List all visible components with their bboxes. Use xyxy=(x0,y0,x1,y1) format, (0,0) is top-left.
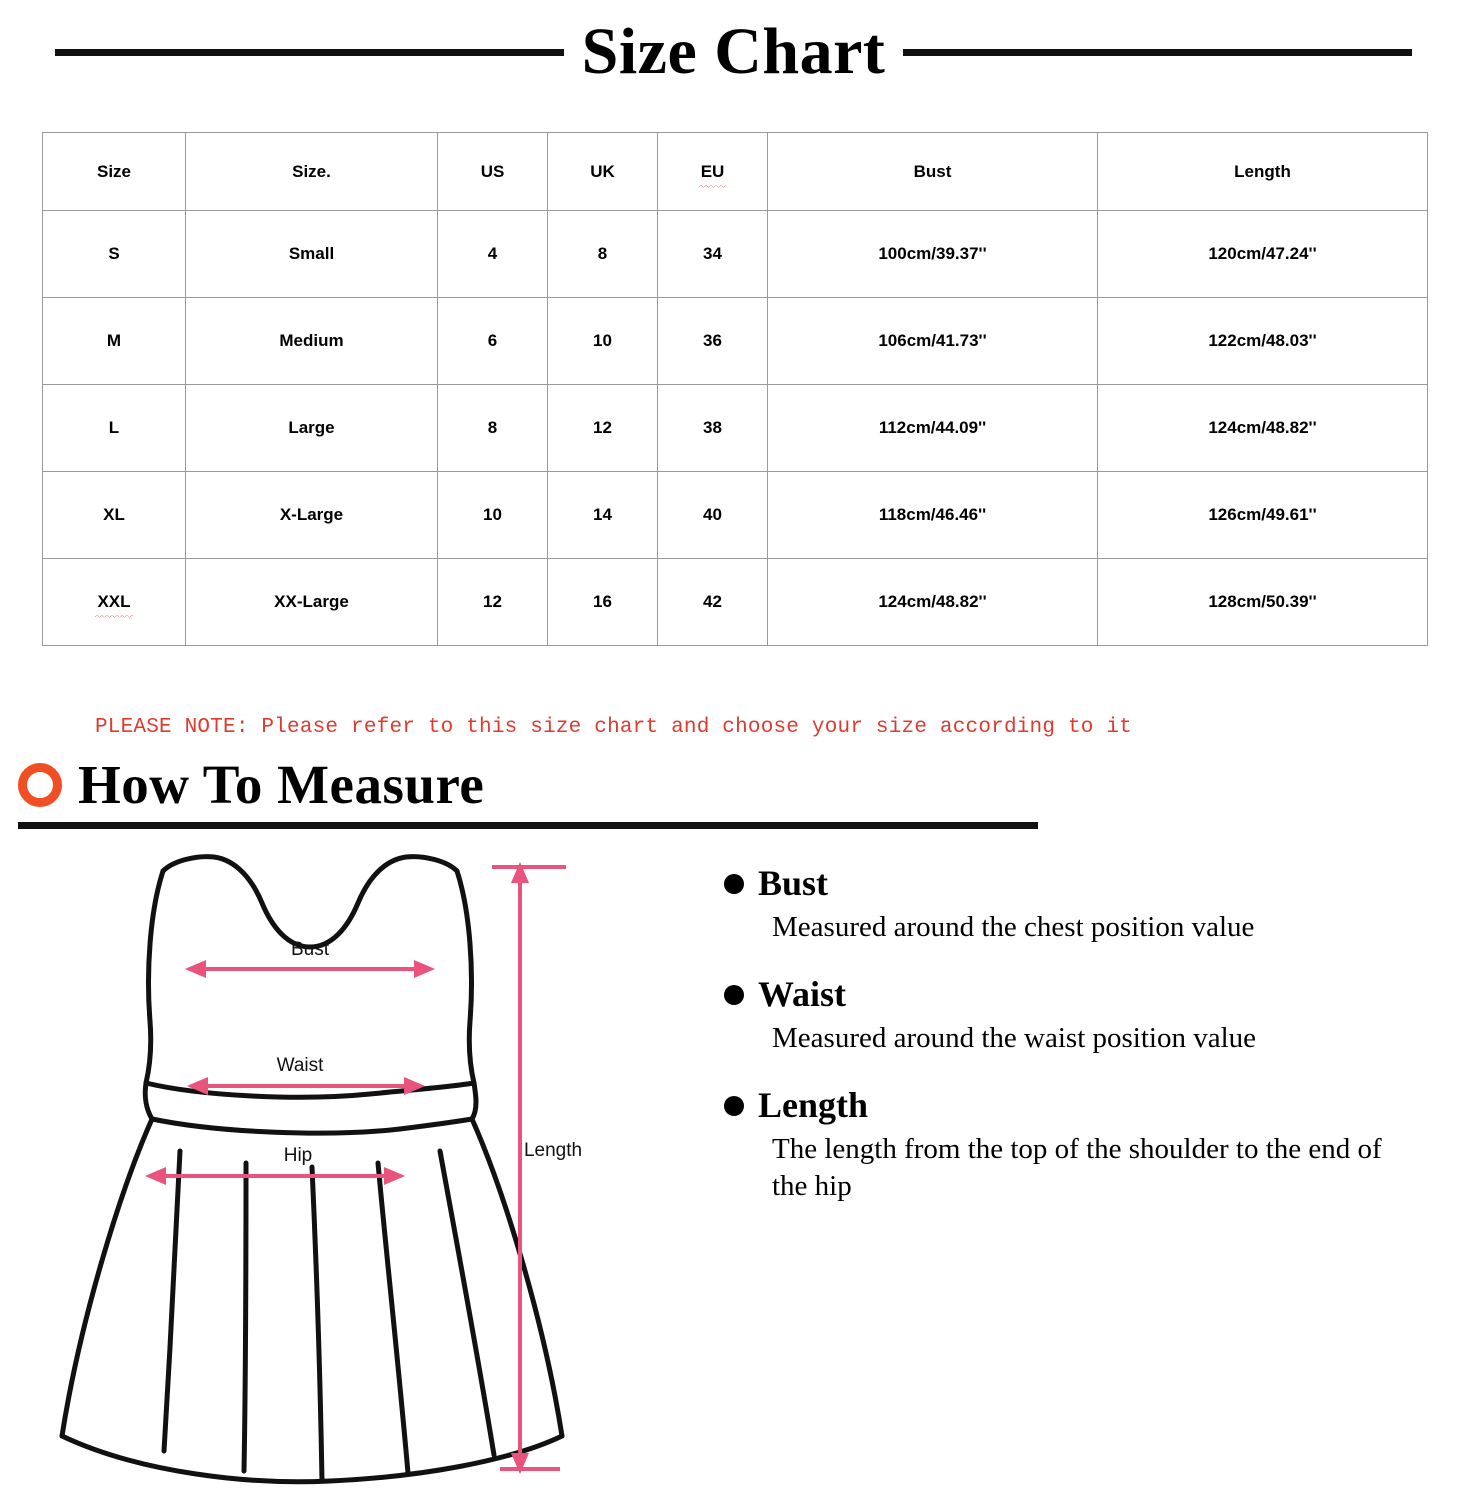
how-to-measure-title: How To Measure xyxy=(78,754,485,815)
cell-size-name: X-Large xyxy=(186,472,438,559)
definition-title-row xyxy=(724,973,1467,1014)
cell-size: S xyxy=(43,211,186,298)
label-hip: Hip xyxy=(283,1145,313,1166)
column-header-eu xyxy=(658,133,768,211)
size-chart-table xyxy=(42,132,1428,646)
dress-diagram-svg xyxy=(0,851,700,1491)
measure-section xyxy=(0,851,1467,1496)
definition-description: Measured around the waist position value xyxy=(772,1021,1257,1054)
title-rule-left xyxy=(55,49,564,56)
title-rule-right xyxy=(903,49,1412,56)
cell-size xyxy=(43,559,186,646)
cell-length: 122cm/48.03'' xyxy=(1098,298,1428,385)
cell-eu: 36 xyxy=(658,298,768,385)
measure-definitions xyxy=(724,851,1467,1496)
definition-bust xyxy=(724,865,1467,946)
cell-size-name: Small xyxy=(186,211,438,298)
column-header-uk: UK xyxy=(548,133,658,211)
cell-uk: 8 xyxy=(548,211,658,298)
bullet-icon xyxy=(724,985,744,1005)
definition-name: Waist xyxy=(758,973,847,1014)
size-note: PLEASE NOTE: Please refer to this size chart and choose your size according to it xyxy=(95,716,1132,739)
cell-length: 126cm/49.61'' xyxy=(1098,472,1428,559)
cell-eu: 34 xyxy=(658,211,768,298)
table-row xyxy=(43,559,1428,646)
cell-bust: 124cm/48.82'' xyxy=(768,559,1098,646)
cell-size-name: Large xyxy=(186,385,438,472)
cell-us: 12 xyxy=(438,559,548,646)
cell-eu: 38 xyxy=(658,385,768,472)
cell-length: 124cm/48.82'' xyxy=(1098,385,1428,472)
table-row xyxy=(43,385,1428,472)
definition-name: Length xyxy=(758,1084,869,1125)
how-to-measure-header xyxy=(18,754,1467,815)
column-header-bust: Bust xyxy=(768,133,1098,211)
cell-size-name: Medium xyxy=(186,298,438,385)
cell-bust: 106cm/41.73'' xyxy=(768,298,1098,385)
cell-eu: 42 xyxy=(658,559,768,646)
cell-length: 128cm/50.39'' xyxy=(1098,559,1428,646)
table-row xyxy=(43,298,1428,385)
bullet-icon xyxy=(724,1096,744,1116)
cell-size: M xyxy=(43,298,186,385)
cell-length: 120cm/47.24'' xyxy=(1098,211,1428,298)
bullet-icon xyxy=(724,874,744,894)
definition-title-row xyxy=(724,865,1467,903)
cell-eu: 40 xyxy=(658,472,768,559)
cell-uk: 16 xyxy=(548,559,658,646)
label-bust: Bust xyxy=(290,939,330,960)
cell-size-text: XXL xyxy=(97,592,131,611)
column-header-size-name: Size. xyxy=(186,133,438,211)
cell-bust: 118cm/46.46'' xyxy=(768,472,1098,559)
label-length: Length xyxy=(523,1140,583,1161)
cell-us: 4 xyxy=(438,211,548,298)
cell-size: L xyxy=(43,385,186,472)
cell-size: XL xyxy=(43,472,186,559)
cell-us: 10 xyxy=(438,472,548,559)
definition-description: Measured around the chest position value xyxy=(772,910,1255,943)
dress-diagram xyxy=(0,851,700,1496)
label-waist: Waist xyxy=(276,1055,324,1076)
table-row xyxy=(43,211,1428,298)
table-header-row xyxy=(43,133,1428,211)
definition-length xyxy=(724,1084,1467,1205)
how-to-measure-rule xyxy=(18,822,1038,829)
cell-uk: 10 xyxy=(548,298,658,385)
cell-us: 6 xyxy=(438,298,548,385)
column-header-us: US xyxy=(438,133,548,211)
column-header-eu-text: EU xyxy=(700,161,725,181)
definition-description: The length from the top of the shoulder to the end of the hip xyxy=(772,1132,1382,1202)
table-row xyxy=(43,472,1428,559)
cell-uk: 12 xyxy=(548,385,658,472)
cell-size-name: XX-Large xyxy=(186,559,438,646)
cell-uk: 14 xyxy=(548,472,658,559)
column-header-length: Length xyxy=(1098,133,1428,211)
column-header-size: Size xyxy=(43,133,186,211)
definition-waist xyxy=(724,973,1467,1057)
size-chart-table-wrapper xyxy=(42,132,1427,646)
cell-us: 8 xyxy=(438,385,548,472)
definition-name: Bust xyxy=(758,863,829,903)
cell-bust: 100cm/39.37'' xyxy=(768,211,1098,298)
cell-bust: 112cm/44.09'' xyxy=(768,385,1098,472)
ring-icon xyxy=(18,763,62,807)
page-title-row xyxy=(0,0,1467,96)
page-title: Size Chart xyxy=(581,15,886,88)
definition-title-row xyxy=(724,1084,1467,1125)
